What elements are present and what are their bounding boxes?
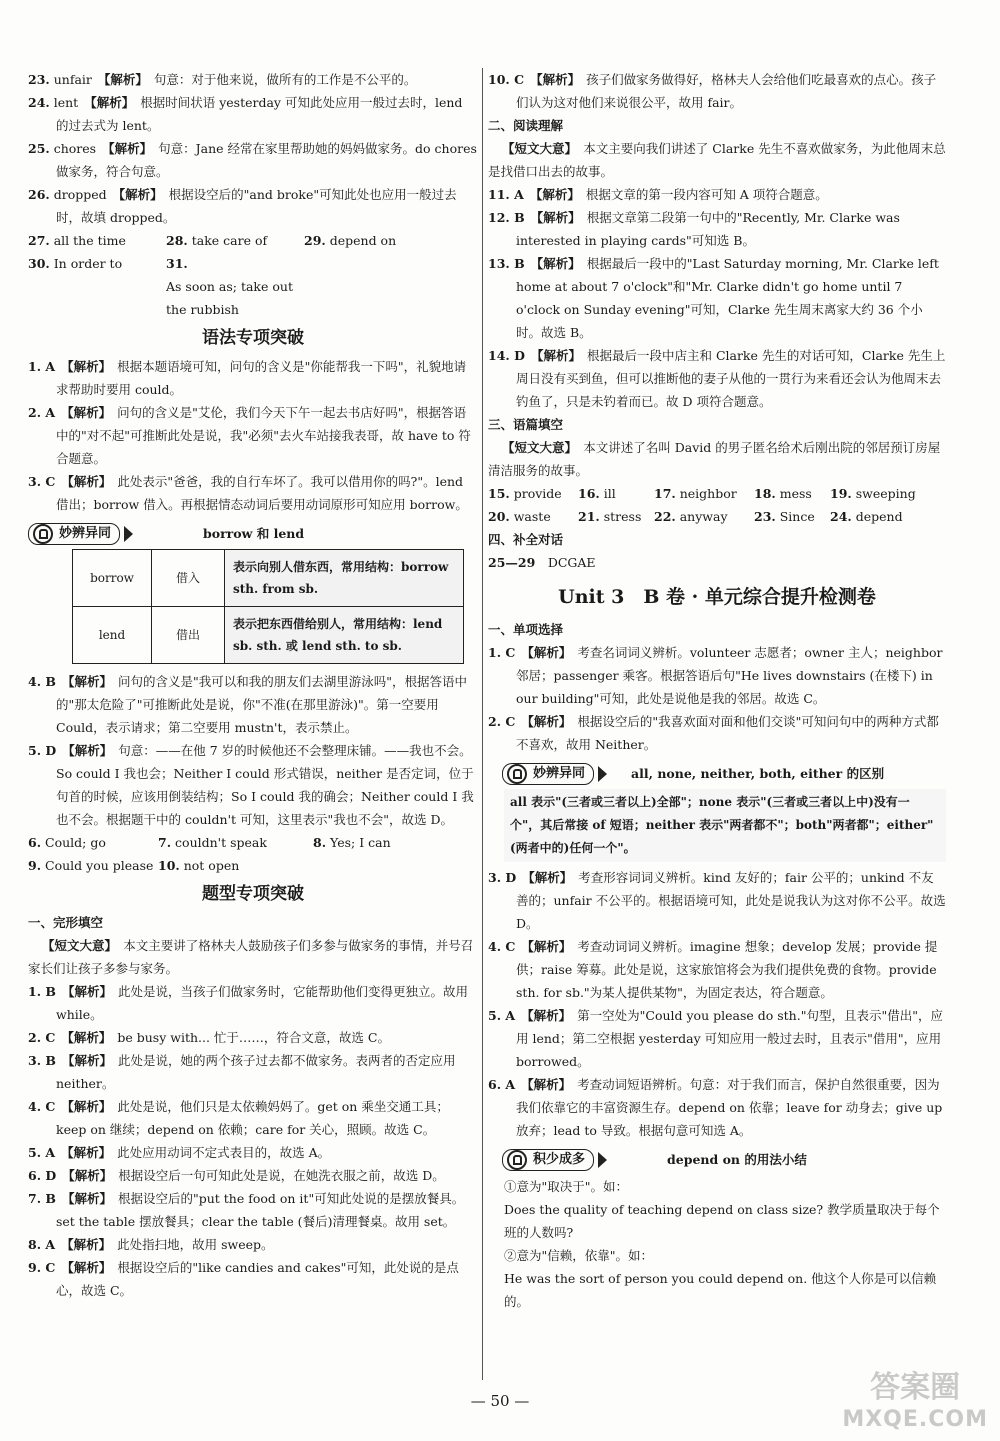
- item-text: 此处是说，她的两个孩子过去都不做家务。表两者的否定应用 neither。: [56, 1053, 456, 1091]
- short-answer: [166, 229, 304, 252]
- item-text: 根据本题语境可知，问句的含义是"你能帮我一下吗"，礼貌地请求帮助时要用 could。: [56, 359, 467, 397]
- analysis-tag: 【解析】: [61, 1260, 112, 1275]
- item-text: 问句的含义是"我可以和我的朋友们去湖里游泳吗"，根据答语中的"那太危险了"可推断此处是说，你"不准(在那里游泳)"。第一空要用 Could，表示请求；第二空要用 mustn't，表示禁止。: [56, 674, 467, 735]
- table-row: [73, 607, 464, 664]
- compare-box-title: borrow 和 lend: [203, 526, 305, 541]
- item-number: 27.: [28, 233, 50, 248]
- short-answer-row: [28, 252, 478, 321]
- distinguish-box-title: all, none, neither, both, either 的区别: [631, 766, 885, 781]
- item-number: 1. C: [488, 645, 516, 660]
- reading-heading: 二、阅读理解: [488, 118, 564, 133]
- item-text: 此处表示"爸爸，我的自行车坏了。我可以借用你的吗?"。lend 借出；borrow 借入。再根据情态动词后要用动词原形可知应用 borrow。: [56, 474, 468, 512]
- analysis-tag: 【解析】: [530, 210, 581, 225]
- watermark-line-2: MXQE.COM: [842, 1407, 988, 1432]
- analysis-tag: 【解析】: [61, 359, 112, 374]
- analysis-tag: 【解析】: [530, 348, 581, 363]
- left-column: [28, 68, 478, 1302]
- left-answers-top: [28, 68, 478, 229]
- item-text: 此处是说，他们只是太依赖妈妈了。get on 乘坐交通工具；keep on 继续；depend on 依赖；care for 关心，照顾。故选 C。: [56, 1099, 449, 1137]
- answer-item: [28, 1026, 478, 1049]
- usage-point-1: ①意为"取决于"。如：: [504, 1179, 628, 1194]
- item-number: 30.: [28, 256, 50, 271]
- item-answer: stress: [603, 509, 642, 524]
- answer-item: [488, 252, 946, 344]
- analysis-tag: 【解析】: [521, 1077, 572, 1092]
- analysis-tag: 【解析】: [62, 743, 113, 758]
- answer-item: [488, 641, 946, 710]
- table-cell: borrow: [73, 550, 152, 607]
- answer-item: [28, 355, 478, 401]
- short-answer: [830, 505, 940, 528]
- item-answer: anyway: [679, 509, 728, 524]
- borrow-lend-table: [72, 549, 464, 664]
- item-number: 17.: [654, 486, 676, 501]
- item-text: 孩子们做家务做得好，格林夫人会给他们吃最喜欢的点心。孩子们认为这对他们来说很公平，故用 fair。: [516, 72, 937, 110]
- item-answer: mess: [779, 486, 812, 501]
- item-number: 25.: [28, 141, 50, 156]
- summary-label: 【短文大意】: [502, 440, 571, 455]
- answer-item: [28, 68, 478, 91]
- item-answer: sweeping: [855, 486, 916, 501]
- analysis-tag: 【解析】: [521, 1008, 572, 1023]
- single-choice-answers: [488, 641, 946, 756]
- item-text: 句意：对于他来说，做所有的工作是不公平的。: [153, 72, 417, 87]
- passage-heading: 三、语篇填空: [488, 417, 564, 432]
- short-answer: [654, 505, 754, 528]
- item-text: 此处指扫地，故用 sweep。: [117, 1237, 274, 1252]
- item-text: 句意：Jane 经常在家里帮助她的妈妈做家务。do chores 做家务，符合句意。: [56, 141, 477, 179]
- item-number: 24.: [28, 95, 50, 110]
- short-answer: [830, 482, 940, 505]
- item-answer: DCGAE: [547, 555, 596, 570]
- answer-item: [28, 739, 478, 831]
- short-answer: [166, 252, 304, 321]
- item-text: 问句的含义是"艾伦，我们今天下午一起去书店好吗"，根据答语中的"对不起"可推断此处是说，我"必须"去火车站接我表哥，故 have to 符合题意。: [56, 405, 471, 466]
- short-answer: [488, 505, 578, 528]
- compare-box-head: [28, 522, 478, 545]
- summary-label: 【短文大意】: [42, 938, 111, 953]
- item-text: 根据设空后的"put the food on it"可知此处说的是摆放餐具。set the table 摆放餐具；clear the table (餐后)清理餐桌。故用 set。: [56, 1191, 465, 1229]
- answer-item: [488, 935, 946, 1004]
- analysis-tag: 【解析】: [84, 95, 135, 110]
- summary-text: 本文主要向我们讲述了 Clarke 先生不喜欢做家务，为此他周末总是找借口出去的故事。: [488, 141, 946, 179]
- item-text: 根据最后一段中店主和 Clarke 先生的对话可知，Clarke 先生上周日没有买到鱼，但可以推断他的妻子从他的一贯行为来看还会认为他周末去钓鱼了，只是未钓着而已。故 D 项符合题意。: [516, 348, 946, 409]
- item-number: 2. C: [488, 714, 516, 729]
- tip-badge: [28, 523, 120, 545]
- item-number: 22.: [654, 509, 676, 524]
- distinguish-box-head: [502, 762, 946, 785]
- item-text: 此处应用动词不定式表目的，故选 A。: [117, 1145, 331, 1160]
- answer-item: [28, 91, 478, 137]
- item-text: 根据文章第二段第一句中的"Recently, Mr. Clarke was interested in playing cards"可知选 B。: [516, 210, 900, 248]
- short-answer-row: [488, 482, 946, 505]
- short-answer: [28, 229, 166, 252]
- short-answer-row: [28, 831, 478, 854]
- cloze-heading: 一、完形填空: [28, 915, 104, 930]
- item-number: 23.: [28, 72, 50, 87]
- answer-item: [28, 1049, 478, 1095]
- item-answer: depend: [855, 509, 903, 524]
- grammar-answers: [28, 355, 478, 516]
- chevron-right-icon: [598, 766, 607, 782]
- analysis-tag: 【解析】: [61, 1053, 112, 1068]
- item-number: 9. C: [28, 1260, 56, 1275]
- analysis-tag: 【解析】: [112, 187, 163, 202]
- cloze-summary: [28, 934, 478, 980]
- item-text: 根据设空后的"and broke"可知此处也应用一般过去时，故填 dropped。: [56, 187, 457, 225]
- item-number: 5. D: [28, 743, 57, 758]
- table-cell: 借入: [152, 550, 225, 607]
- analysis-tag: 【解析】: [61, 474, 112, 489]
- item-number: 4. B: [28, 674, 56, 689]
- dialog-heading: 四、补全对话: [488, 532, 564, 547]
- item-number: 6. A: [488, 1077, 516, 1092]
- answer-item: [488, 710, 946, 756]
- item-text: 根据文章的第一段内容可知 A 项符合题意。: [585, 187, 828, 202]
- item-text: 考查形容词词义辨析。kind 友好的；fair 公平的；unkind 不友善的；unfair 不公平的。根据语境可知，此处是说我认为这对你不公平。故选 D。: [516, 870, 946, 931]
- passage-answers: [488, 482, 946, 528]
- right-answers-top: [488, 68, 946, 114]
- item-number: 28.: [166, 233, 188, 248]
- analysis-tag: 【解析】: [61, 405, 112, 420]
- analysis-tag: 【解析】: [102, 141, 153, 156]
- item-number: 10. C: [488, 72, 525, 87]
- item-number: 3. B: [28, 1053, 56, 1068]
- analysis-tag: 【解析】: [61, 1145, 112, 1160]
- bulb-icon: [507, 1150, 527, 1170]
- item-number: 15.: [488, 486, 510, 501]
- left-short-answers: [28, 229, 478, 321]
- item-number: 21.: [578, 509, 600, 524]
- answer-item: [28, 183, 478, 229]
- passage-summary: [488, 436, 946, 482]
- item-number: 2. C: [28, 1030, 56, 1045]
- item-number: 11. A: [488, 187, 524, 202]
- item-answer: couldn't speak: [175, 835, 267, 850]
- item-answer: Yes; I can: [330, 835, 391, 850]
- short-answer: [304, 229, 474, 252]
- dialog-answer: [488, 551, 946, 574]
- analysis-tag: 【解析】: [61, 1237, 112, 1252]
- analysis-tag: 【解析】: [529, 187, 580, 202]
- item-answer: chores: [53, 141, 97, 156]
- analysis-tag: 【解析】: [521, 714, 572, 729]
- page-number: — 50 —: [470, 1392, 530, 1410]
- answer-item: [28, 1164, 478, 1187]
- short-answer: [754, 482, 830, 505]
- short-answer: [578, 482, 654, 505]
- column-divider: [482, 68, 483, 1380]
- item-text: 根据设空后的"like candies and cakes"可知，此处说的是点心，故选 C。: [56, 1260, 459, 1298]
- item-text: 考查动词短语辨析。句意：对于我们而言，保护自然很重要，因为我们依靠它的丰富资源生存。depend on 依靠；leave for 动身去；give up 放弃；lead to 导致。根据句意可知选 A。: [516, 1077, 943, 1138]
- tip-badge-label: 妙辨异同: [533, 766, 586, 781]
- item-answer: Could you please: [45, 858, 154, 873]
- usage-box-title: depend on 的用法小结: [667, 1152, 807, 1167]
- analysis-tag: 【解析】: [61, 674, 112, 689]
- analysis-tag: 【解析】: [521, 645, 572, 660]
- grammar-section-title: 语法专项突破: [202, 328, 304, 348]
- item-text: 句意：——在他 7 岁的时候他还不会整理床铺。——我也不会。So could I 我也会；Neither I could 形式错误，neither 是否定词，位于句首的时候，应该用倒装结构；So I could 我的确会；Neither could I 我也不会。根据题干中的 couldn't 可知，这里表示"我也不会"，故选 D。: [56, 743, 474, 827]
- short-answer: [28, 831, 158, 854]
- answer-item: [488, 1073, 946, 1142]
- answer-item: [28, 1187, 478, 1233]
- analysis-tag: 【解析】: [61, 1030, 112, 1045]
- item-number: 31.: [166, 256, 188, 271]
- item-number: 6.: [28, 835, 42, 850]
- item-answer: As soon as; take out the rubbish: [166, 279, 293, 317]
- short-answer: [488, 482, 578, 505]
- item-number: 20.: [488, 509, 510, 524]
- item-number: 9.: [28, 858, 42, 873]
- type-section-title: 题型专项突破: [202, 884, 304, 904]
- item-number: 10.: [158, 858, 180, 873]
- answer-item: [28, 980, 478, 1026]
- short-answer-row: [28, 854, 478, 877]
- table-cell: 借出: [152, 607, 225, 664]
- grammar-answers-2: [28, 670, 478, 831]
- item-answer: unfair: [53, 72, 92, 87]
- item-answer: waste: [513, 509, 551, 524]
- item-text: 根据设空后一句可知此处是说，在她洗衣服之前，故选 D。: [118, 1168, 445, 1183]
- usage-box-head: [502, 1148, 946, 1171]
- answer-item: [488, 206, 946, 252]
- item-number: 6. D: [28, 1168, 57, 1183]
- tip-badge: [502, 763, 594, 785]
- item-number: 7.: [158, 835, 172, 850]
- short-answer: [654, 482, 754, 505]
- answer-item: [28, 1141, 478, 1164]
- single-choice-heading: 一、单项选择: [488, 622, 564, 637]
- item-number: 23.: [754, 509, 776, 524]
- answer-item: [28, 1233, 478, 1256]
- item-number: 14. D: [488, 348, 525, 363]
- item-number: 24.: [830, 509, 852, 524]
- item-number: 3. D: [488, 870, 517, 885]
- short-answer: [313, 831, 473, 854]
- unit-title: Unit 3 B 卷 · 单元综合提升检测卷: [558, 586, 876, 608]
- answer-item: [28, 401, 478, 470]
- short-answer: [754, 505, 830, 528]
- right-column: [488, 68, 946, 1313]
- reading-summary: [488, 137, 946, 183]
- analysis-tag: 【解析】: [97, 72, 148, 87]
- item-number: 5. A: [28, 1145, 56, 1160]
- short-answer: [28, 252, 166, 321]
- short-answer-row: [28, 229, 478, 252]
- summary-label: 【短文大意】: [502, 141, 571, 156]
- answer-item: [28, 470, 478, 516]
- analysis-tag: 【解析】: [530, 256, 581, 271]
- item-number: 8. A: [28, 1237, 56, 1252]
- item-number: 5. A: [488, 1008, 516, 1023]
- chevron-right-icon: [124, 526, 133, 542]
- answer-item: [488, 344, 946, 413]
- answer-item: [488, 866, 946, 935]
- short-answer: [28, 854, 158, 877]
- answer-item: [28, 670, 478, 739]
- item-number: 16.: [578, 486, 600, 501]
- analysis-tag: 【解析】: [61, 1099, 112, 1114]
- item-text: 考查名词词义辨析。volunteer 志愿者；owner 主人；neighbor 邻居；passenger 乘客。根据答语后句"He lives downstairs (在楼下) in our building"可知，此处是说他是我的邻居。故选 C。: [516, 645, 943, 706]
- item-number: 13. B: [488, 256, 525, 271]
- watermark-line-1: 答案圈: [870, 1370, 961, 1405]
- bulb-icon: [507, 764, 527, 784]
- item-number: 12. B: [488, 210, 525, 225]
- answer-item: [28, 1256, 478, 1302]
- short-answer: [158, 854, 313, 877]
- item-text: 根据最后一段中的"Last Saturday morning, Mr. Clarke left home at about 7 o'clock"和"Mr. Clarke didn't go home until 7 o'clock on Sunday evening"可知，Clarke 先生周末离家大约 36 个小时。故选 B。: [516, 256, 939, 340]
- item-number: 2. A: [28, 405, 56, 420]
- table-cell: lend: [73, 607, 152, 664]
- answer-item: [28, 137, 478, 183]
- watermark-logo: [842, 1372, 988, 1436]
- item-number: 3. C: [28, 474, 56, 489]
- item-number: 25—29: [488, 555, 536, 570]
- analysis-tag: 【解析】: [62, 1168, 113, 1183]
- answer-item: [488, 68, 946, 114]
- analysis-tag: 【解析】: [61, 1191, 112, 1206]
- analysis-tag: 【解析】: [61, 984, 112, 999]
- item-number: 4. C: [488, 939, 516, 954]
- item-text: 根据设空后的"我喜欢面对面和他们交谈"可知问句中的两种方式都不喜欢，故用 Neither。: [516, 714, 939, 752]
- item-number: 26.: [28, 187, 50, 202]
- item-answer: In order to: [53, 256, 123, 271]
- tip-badge-label: 积少成多: [533, 1152, 586, 1167]
- item-answer: neighbor: [679, 486, 737, 501]
- chevron-right-icon: [598, 1152, 607, 1168]
- item-answer: not open: [183, 858, 240, 873]
- short-answer: [578, 505, 654, 528]
- table-row: [73, 550, 464, 607]
- item-text: 考查动词词义辨析。imagine 想象；develop 发展；provide 提供；raise 筹募。此处是说，这家旅馆将会为我们提供免费的食物。provide sth. for sb."为某人提供某物"，为固定表达，符合题意。: [516, 939, 938, 1000]
- item-answer: lent: [53, 95, 79, 110]
- summary-text: 本文主要讲了格林夫人鼓励孩子们多参与做家务的事情，并号召家长们让孩子多参与家务。: [28, 938, 474, 976]
- answer-item: [488, 183, 946, 206]
- item-text: 根据时间状语 yesterday 可知此处应用一般过去时，lend 的过去式为 lent。: [56, 95, 463, 133]
- summary-text: 本文讲述了名叫 David 的男子匿名给术后刚出院的邻居预订房屋清洁服务的故事。: [488, 440, 941, 478]
- item-text: 第一空处为"Could you please do sth."句型，且表示"借出"，应用 lend；第二空根据 yesterday 可知应用一般过去时，且表示"借用"，应用 borrowed。: [516, 1008, 943, 1069]
- item-answer: ill: [603, 486, 616, 501]
- item-answer: Could; go: [45, 835, 106, 850]
- item-answer: all the time: [53, 233, 126, 248]
- answer-item: [28, 1095, 478, 1141]
- item-number: 29.: [304, 233, 326, 248]
- item-text: be busy with... 忙于……，符合文意，故选 C。: [117, 1030, 390, 1045]
- bulb-icon: [33, 524, 53, 544]
- distinguish-box-text: all 表示"(三者或三者以上)全部"；none 表示"(三者或三者以上中)没有一个"，其后常接 of 短语；neither 表示"两者都不"；both"两者都"；either"(两者中的)任何一个"。: [504, 789, 946, 862]
- item-answer: provide: [513, 486, 562, 501]
- analysis-tag: 【解析】: [521, 939, 572, 954]
- table-cell: 表示向别人借东西，常用结构：borrow sth. from sb.: [225, 550, 464, 607]
- analysis-tag: 【解析】: [530, 72, 581, 87]
- item-number: 1. B: [28, 984, 56, 999]
- short-answer-row: [488, 505, 946, 528]
- item-answer: take care of: [191, 233, 268, 248]
- tip-badge: [502, 1149, 594, 1171]
- answer-item: [488, 1004, 946, 1073]
- analysis-tag: 【解析】: [522, 870, 573, 885]
- item-number: 1. A: [28, 359, 56, 374]
- grammar-short-answers: [28, 831, 478, 877]
- usage-point-2: ②意为"信赖，依靠"。如：: [504, 1248, 653, 1263]
- item-number: 4. C: [28, 1099, 56, 1114]
- item-number: 7. B: [28, 1191, 56, 1206]
- item-answer: Since: [779, 509, 815, 524]
- reading-answers: [488, 183, 946, 413]
- item-number: 8.: [313, 835, 327, 850]
- table-cell: 表示把东西借给别人，常用结构：lend sb. sth. 或 lend sth. to sb.: [225, 607, 464, 664]
- item-answer: depend on: [329, 233, 397, 248]
- item-answer: dropped: [53, 187, 107, 202]
- item-text: 此处是说，当孩子们做家务时，它能帮助他们变得更独立。故用 while。: [56, 984, 468, 1022]
- item-number: 18.: [754, 486, 776, 501]
- item-number: 19.: [830, 486, 852, 501]
- usage-example-2: He was the sort of person you could depend on. 他这个人你是可以信赖的。: [504, 1271, 937, 1309]
- tip-badge-label: 妙辨异同: [59, 526, 112, 541]
- short-answer: [158, 831, 313, 854]
- usage-example-1: Does the quality of teaching depend on class size? 教学质量取决于每个班的人数吗?: [504, 1202, 940, 1240]
- cloze-answers: [28, 980, 478, 1302]
- single-choice-answers-2: [488, 866, 946, 1142]
